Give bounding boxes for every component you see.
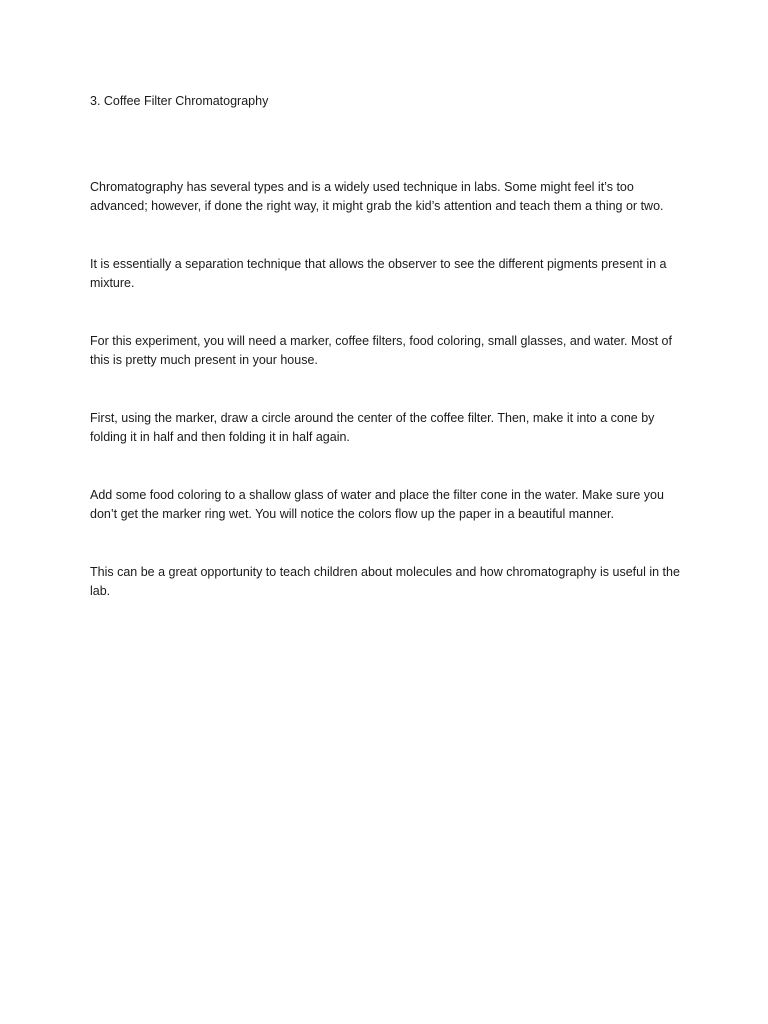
document-body bbox=[90, 92, 682, 640]
paragraph-intro: Chromatography has several types and is a widely used technique in labs. Some might feel it’s too advanced; however, if done the right way, it might grab the kid’s attention and teach them a thing or two. bbox=[90, 180, 664, 213]
paragraph-step-two: Add some food coloring to a shallow glass of water and place the filter cone in the water. Make sure you don’t get the marker ring wet. You will notice the colors flow up the paper in a beautiful manner. bbox=[90, 488, 664, 521]
paragraph-materials: For this experiment, you will need a marker, coffee filters, food coloring, small glasses, and water. Most of this is pretty much present in your house. bbox=[90, 334, 672, 367]
section-title: 3. Coffee Filter Chromatography bbox=[90, 94, 269, 108]
paragraph-definition: It is essentially a separation technique that allows the observer to see the different pigments present in a mixture. bbox=[90, 257, 667, 290]
paragraph-conclusion: This can be a great opportunity to teach children about molecules and how chromatography is useful in the lab. bbox=[90, 565, 680, 598]
paragraph-step-one: First, using the marker, draw a circle around the center of the coffee filter. Then, make it into a cone by folding it in half and then folding it in half again. bbox=[90, 411, 655, 444]
